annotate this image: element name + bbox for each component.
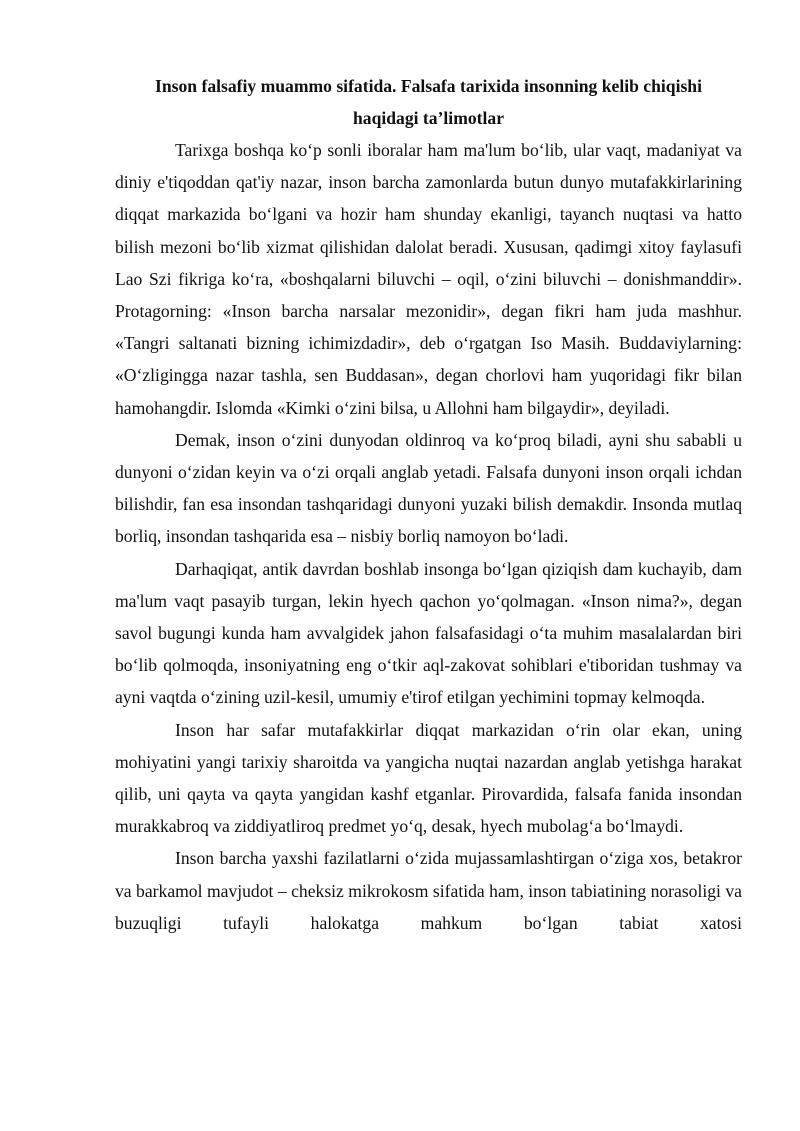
- paragraph-1: Tarixga boshqa ko‘p sonli iboralar ham ma'lum bo‘lib, ular vaqt, madaniyat va diniy e'tiqoddan qat'iy nazar, inson barcha zamonlarda butun dunyo mutafakkirlarining diqqat markazida bo‘lgani va hozir ham shunday ekanligi, tayanch nuqtasi va hatto bilish mezoni bo‘lib xizmat qilishidan dalolat beradi. Xususan, qadimgi xitoy faylasufi Lao Szi fikriga ko‘ra, «boshqalarni biluvchi – oqil, o‘zini biluvchi – donishmanddir». Protagorning: «Inson barcha narsalar mezonidir», degan fikri ham juda mashhur. «Tangri saltanati bizning ichimizdadir», deb o‘rgatgan Iso Masih. Buddaviylarning: «O‘zligingga nazar tashla, sen Buddasan», degan chorlovi ham yuqoridagi fikr bilan hamohangdir. Islomda «Kimki o‘zini bilsa, u Allohni ham bilgaydir», deyiladi.: [115, 140, 742, 418]
- paragraph-2: Demak, inson o‘zini dunyodan oldinroq va ko‘proq biladi, ayni shu sababli u dunyoni o‘zidan keyin va o‘zi orqali anglab yetadi. Falsafa dunyoni inson orqali ichdan bilishdir, fan esa insondan tashqaridagi dunyoni yuzaki bilish demakdir. Insonda mutlaq borliq, insondan tashqarida esa – nisbiy borliq namoyon bo‘ladi.: [115, 429, 742, 547]
- document-page: [115, 70, 742, 939]
- paragraph-4: Inson har safar mutafakkirlar diqqat markazidan o‘rin olar ekan, uning mohiyatini yangi tarixiy sharoitda va yangicha nuqtai nazardan anglab yetishga harakat qilib, uni qayta va qayta yangidan kashf etganlar. Pirovardida, falsafa fanida insondan murakkabroq va ziddiyatliroq predmet yo‘q, desak, hyech mubolag‘a bo‘lmaydi.: [115, 719, 742, 837]
- page-title: [115, 70, 742, 134]
- paragraph-3: Darhaqiqat, antik davrdan boshlab insonga bo‘lgan qiziqish dam kuchayib, dam ma'lum vaqt pasayib turgan, lekin hyech qachon yo‘qolmagan. «Inson nima?», degan savol bugungi kunda ham avvalgidek jahon falsafasidagi o‘ta muhim masalalardan biri bo‘lib qolmoqda, insoniyatning eng o‘tkir aql-zakovat sohiblari e'tiboridan tushmay va ayni vaqtda o‘zining uzil-kesil, umumiy e'tirof etilgan yechimini topmay kelmoqda.: [115, 558, 742, 708]
- title-line-2: haqidagi ta’limotlar: [352, 108, 505, 128]
- paragraph-5: Inson barcha yaxshi fazilatlarni o‘zida mujassamlashtirgan o‘ziga xos, betakror va barkamol mavjudot – cheksiz mikrokosm sifatida ham, inson tabiatining norasoligi va buzuqligi tufayli halokatga mahkum bo‘lgan tabiat xatosi: [115, 848, 742, 933]
- title-line-1: Inson falsafiy muammo sifatida. Falsafa tarixida insonning kelib chiqishi: [155, 76, 702, 96]
